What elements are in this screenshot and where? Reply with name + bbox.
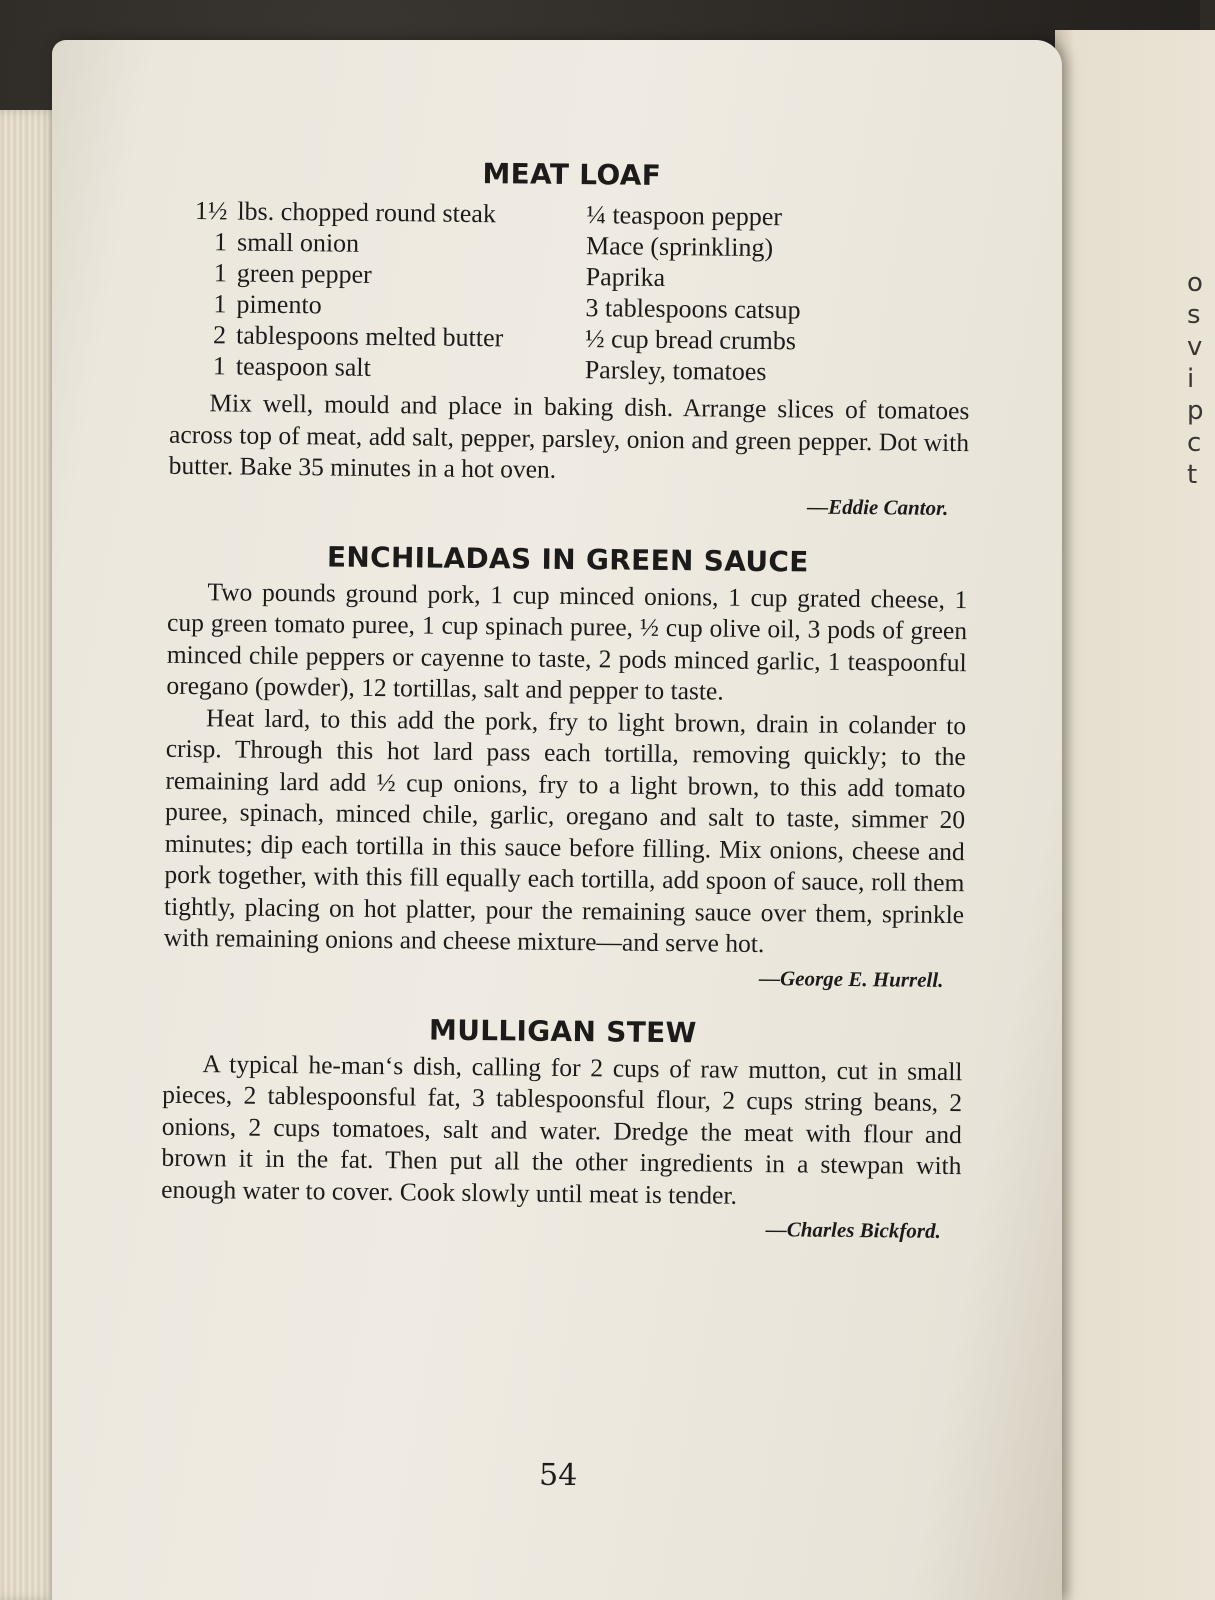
- facing-page-letter: t: [1187, 460, 1198, 490]
- ingredient-item: [190, 350, 555, 385]
- ingredient-item: [190, 288, 555, 323]
- ingredient-item: Parsley, tomatoes: [584, 355, 767, 387]
- recipe-meat-loaf: [168, 154, 972, 521]
- facing-page-letter: v: [1187, 332, 1203, 362]
- ingredient-item: ¼ teaspoon pepper: [586, 200, 783, 232]
- recipe-title: MEAT LOAF: [482, 157, 662, 192]
- facing-page: [1055, 30, 1215, 1600]
- ingredient-name: pimento: [236, 289, 322, 320]
- facing-page-letter: o: [1187, 268, 1203, 298]
- recipe-instructions: A typical he-man‘s dish, calling for 2 cups of raw mutton, cut in small pieces, 2 tablespoonsful fat, 3 tablespoonsful flour, 2 cups string beans, 2 onions, 2 cups tomatoes, salt and water. Dredge the meat with flour and brown it in the fat. Then put all the other ingredients in a stewpan with enough water to cover. Cook slowly until meat is tender.: [161, 1048, 963, 1210]
- page-content: [160, 154, 972, 1494]
- facing-page-letter: p: [1187, 396, 1204, 426]
- ingredient-item: ½ cup bread crumbs: [584, 324, 797, 356]
- ingredient-name: teaspoon salt: [235, 351, 371, 382]
- ingredient-item: [191, 195, 556, 230]
- ingredient-item: [191, 257, 556, 292]
- ingredient-list: [170, 195, 972, 389]
- ingredient-column-left: [170, 195, 557, 385]
- ingredient-qty: 1½: [194, 196, 228, 226]
- recipe-title: ENCHILADAS IN GREEN SAUCE: [326, 539, 809, 578]
- page-number: 54: [538, 1457, 578, 1494]
- ingredient-item: Mace (sprinkling): [585, 231, 774, 263]
- ingredient-qty: 1: [213, 227, 228, 257]
- facing-page-letter: s: [1187, 300, 1201, 330]
- ingredient-item: Paprika: [585, 262, 666, 292]
- ingredient-qty: 2: [212, 320, 227, 350]
- recipe-credit: —George E. Hurrell.: [758, 965, 944, 992]
- facing-page-letter: c: [1187, 428, 1202, 458]
- book-page: [52, 40, 1062, 1600]
- page-stack-edge: [0, 110, 60, 1600]
- recipe-title: MULLIGAN STEW: [428, 1013, 697, 1049]
- recipe-ingredients-paragraph: Two pounds ground pork, 1 cup minced onions, 1 cup grated cheese, 1 cup green tomato puree, 1 cup spinach puree, ½ cup olive oil, 3 pods of green minced chile peppers or cayenne to taste, 2 pods minced garlic, 1 teaspoonful oregano (powder), 12 tortillas, salt and pepper to taste.: [166, 576, 968, 706]
- ingredient-item: [191, 226, 556, 261]
- ingredient-name: green pepper: [236, 258, 372, 289]
- ingredient-item: 3 tablespoons catsup: [585, 293, 801, 325]
- recipe-credit: —Charles Bickford.: [765, 1217, 941, 1243]
- recipe-instructions: Mix well, mould and place in baking dish. Arrange slices of tomatoes across top of meat, add salt, pepper, parsley, onion and green pepper. Dot with butter. Bake 35 minutes in a hot oven.: [168, 388, 970, 484]
- recipe-credit: —Eddie Cantor.: [807, 493, 949, 520]
- ingredient-name: tablespoons melted butter: [235, 320, 504, 353]
- recipe-instructions: Heat lard, to this add the pork, fry to light brown, drain in colander to crisp. Through this hot lard pass each tortilla, removing quickly; to the remaining lard add ½ cup onions, fry to a light brown, to this add tomato puree, spinach, minced chile, garlic, oregano and salt to taste, simmer 20 minutes; dip each tortilla in this sauce before filling. Mix onions, cheese and pork together, with this fill equally each tortilla, add spoon of sauce, roll them tightly, placing on hot platter, pour the remaining sauce over them, sprinkle with remaining onions and cheese mixture—and serve hot.: [163, 702, 967, 959]
- ingredient-name: lbs. chopped round steak: [237, 196, 497, 229]
- ingredient-name: small onion: [236, 227, 360, 258]
- ingredient-qty: 1: [212, 351, 226, 381]
- ingredient-column-right: [585, 199, 972, 389]
- ingredient-item: [190, 319, 555, 354]
- facing-page-letter: i: [1187, 364, 1195, 394]
- ingredient-qty: 1: [213, 258, 227, 288]
- recipe-enchiladas: [163, 538, 968, 992]
- recipe-mulligan-stew: [161, 1010, 963, 1244]
- ingredient-qty: 1: [213, 289, 227, 319]
